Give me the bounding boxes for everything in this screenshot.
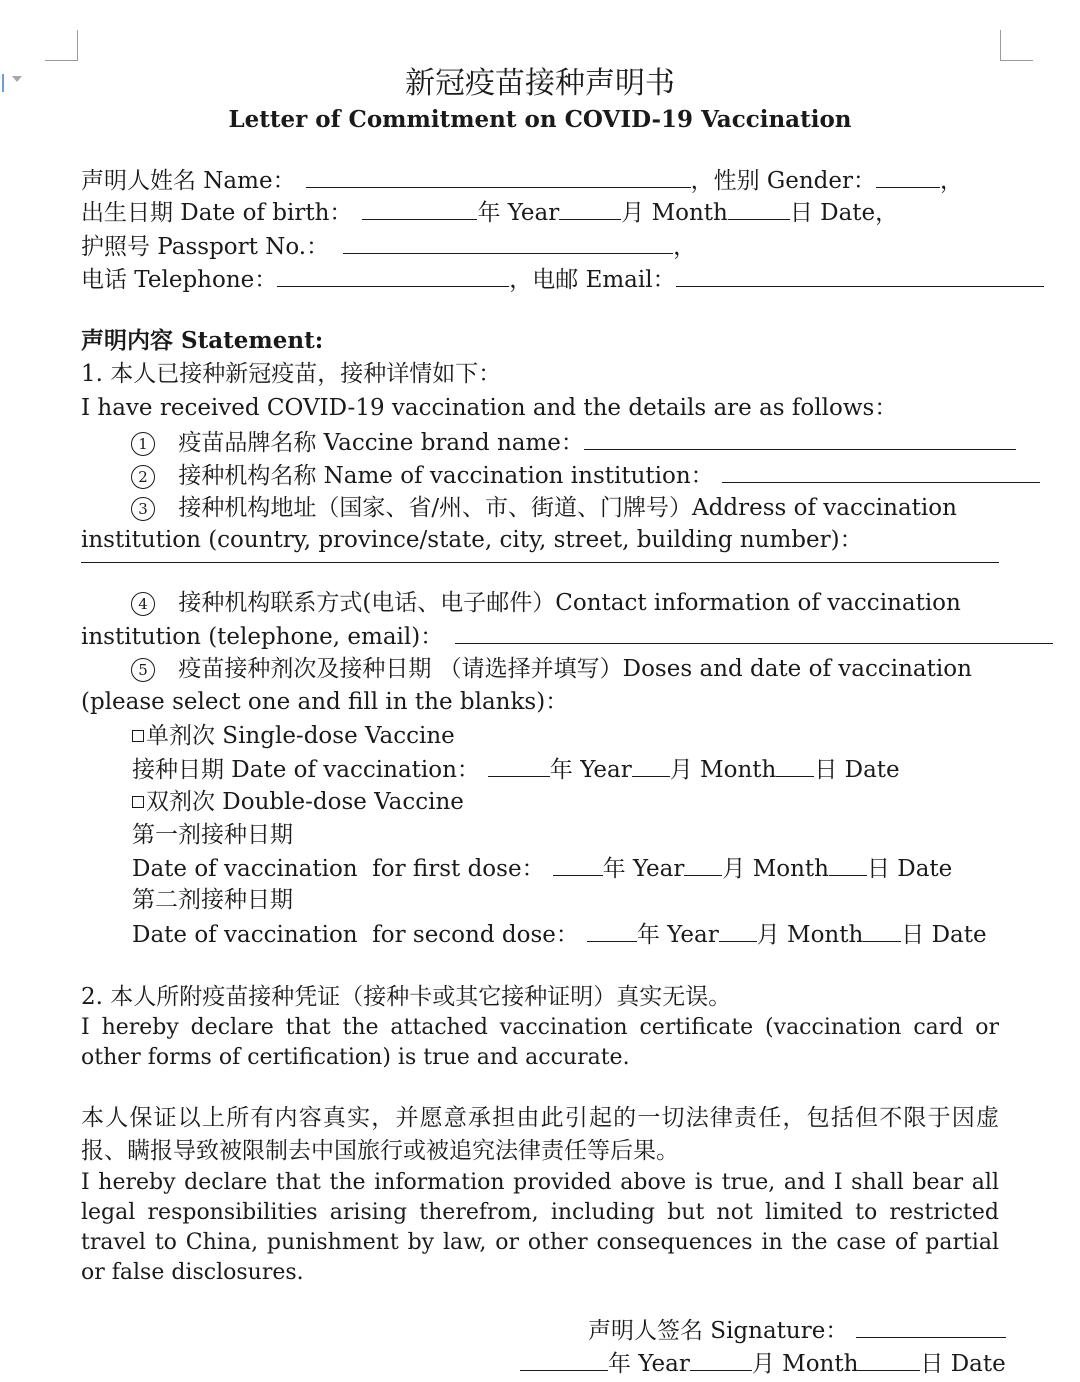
name-field[interactable] <box>306 166 691 188</box>
signature-label: 声明人签名 Signature： <box>588 1318 849 1344</box>
signature-day-field[interactable] <box>858 1349 920 1371</box>
passport-row <box>81 232 696 261</box>
month-label: 月 Month <box>621 200 728 226</box>
name-row <box>81 166 963 195</box>
dob-row <box>81 198 898 227</box>
single-date-label: 接种日期 Date of vaccination： <box>132 757 480 783</box>
doses-label: 疫苗接种剂次及接种日期 （请选择并填写）Doses and date of vaccination <box>178 656 972 682</box>
double-dose-label: 双剂次 Double-dose Vaccine <box>146 789 464 815</box>
item1-chinese: 1. 本人已接种新冠疫苗，接种详情如下： <box>81 361 502 387</box>
brand-label: 疫苗品牌名称 Vaccine brand name： <box>178 430 584 456</box>
year-label: 年 Year <box>549 757 632 783</box>
title-english: Letter of Commitment on COVID-19 Vaccination <box>228 106 852 133</box>
contact-info-label-line2: institution (telephone, email)： <box>81 624 444 650</box>
single-date-row <box>132 755 900 784</box>
item1-english: I have received COVID-19 vaccination and the details are as follows： <box>81 395 898 421</box>
phone-field[interactable] <box>277 265 509 287</box>
single-day-field[interactable] <box>776 755 814 777</box>
day-label: 日 Date <box>866 856 953 882</box>
statement-heading: 声明内容 Statement: <box>81 327 324 354</box>
year-label: 年 Year <box>477 200 560 226</box>
item2-english: I hereby declare that the attached vaccination certificate (vaccination card or other forms of certification) is true and accurate. <box>81 1015 999 1070</box>
first-year-field[interactable] <box>553 854 603 876</box>
single-dose-checkbox[interactable] <box>132 730 144 742</box>
single-dose-option[interactable] <box>132 722 455 750</box>
circled-number-3: 3 <box>131 497 155 521</box>
day-label: 日 Date <box>814 757 900 783</box>
signature-date-row <box>520 1349 1006 1378</box>
institution-name-field[interactable] <box>722 461 1040 483</box>
first-dose-label: Date of vaccination for first dose： <box>132 856 545 882</box>
second-month-field[interactable] <box>719 920 757 942</box>
day-label: 日 Date <box>920 1351 1006 1377</box>
punct: ， <box>875 200 899 226</box>
name-label: 声明人姓名 Name： <box>81 168 296 194</box>
first-dose-row <box>132 854 952 883</box>
crop-mark-top-left <box>45 30 78 61</box>
second-day-field[interactable] <box>863 920 901 942</box>
signature-row <box>588 1316 1006 1345</box>
signature-field[interactable] <box>856 1316 1006 1338</box>
day-label: 日 Date <box>901 922 987 948</box>
dob-year-field[interactable] <box>362 198 477 220</box>
guarantee-chinese: 本人保证以上所有内容真实，并愿意承担由此引起的一切法律责任，包括但不限于因虚报、瞒报导致被限制去中国旅行或被追究法律责任等后果。 <box>81 1105 999 1164</box>
crop-mark-top-right <box>1000 30 1033 61</box>
second-year-field[interactable] <box>587 920 637 942</box>
second-dose-label-cn: 第二剂接种日期 <box>132 887 293 913</box>
circled-number-1: 1 <box>131 432 155 456</box>
double-dose-checkbox[interactable] <box>132 796 144 808</box>
circled-number-2: 2 <box>131 465 155 489</box>
second-dose-label: Date of vaccination for second dose： <box>132 922 579 948</box>
month-label: 月 Month <box>751 1351 859 1377</box>
second-dose-row <box>132 920 987 949</box>
doses-label-line2: (please select one and fill in the blanks)： <box>81 689 569 715</box>
passport-field[interactable] <box>343 232 673 254</box>
address-row <box>131 494 957 522</box>
gender-label: ，性别 Gender： <box>690 168 877 194</box>
month-label: 月 Month <box>722 856 829 882</box>
month-label: 月 Month <box>669 757 777 783</box>
guarantee-english: I hereby declare that the information provided above is true, and I shall bear all legal responsibilities arising therefrom, including but not limited to restricted travel to China, punishment by law, or other consequences in the case of partial or false disclosures. <box>81 1170 999 1285</box>
single-month-field[interactable] <box>632 755 670 777</box>
doses-row <box>131 655 972 683</box>
year-label: 年 Year <box>608 1351 690 1377</box>
dob-day-field[interactable] <box>728 198 790 220</box>
punct: ， <box>940 168 964 194</box>
phone-label: 电话 Telephone： <box>81 267 278 293</box>
brand-field[interactable] <box>584 428 1016 450</box>
address-label: 接种机构地址（国家、省/州、市、街道、门牌号）Address of vaccination <box>178 495 957 521</box>
gender-field[interactable] <box>876 166 940 188</box>
single-dose-label: 单剂次 Single-dose Vaccine <box>146 723 455 749</box>
contact-info-row-2 <box>81 622 1053 651</box>
contact-info-row <box>131 589 961 617</box>
year-label: 年 Year <box>602 856 685 882</box>
contact-info-label: 接种机构联系方式(电话、电子邮件）Contact information of vaccination <box>178 590 961 616</box>
first-dose-label-cn: 第一剂接种日期 <box>132 822 293 848</box>
passport-label: 护照号 Passport No.： <box>81 234 330 260</box>
email-label: ，电邮 Email： <box>509 267 676 293</box>
institution-name-label: 接种机构名称 Name of vaccination institution： <box>178 463 714 489</box>
single-year-field[interactable] <box>488 755 550 777</box>
dob-label: 出生日期 Date of birth： <box>81 200 353 226</box>
email-field[interactable] <box>676 265 1044 287</box>
title-chinese: 新冠疫苗接种声明书 <box>405 66 675 101</box>
dob-month-field[interactable] <box>559 198 621 220</box>
circled-number-4: 4 <box>131 592 155 616</box>
punct: ， <box>673 234 697 260</box>
circled-number-5: 5 <box>131 658 155 682</box>
signature-year-field[interactable] <box>520 1349 608 1371</box>
year-label: 年 Year <box>636 922 719 948</box>
double-dose-option[interactable] <box>132 788 464 816</box>
signature-month-field[interactable] <box>690 1349 752 1371</box>
month-label: 月 Month <box>756 922 864 948</box>
day-label: 日 Date <box>789 200 876 226</box>
first-month-field[interactable] <box>684 854 722 876</box>
item2-chinese: 2. 本人所附疫苗接种凭证（接种卡或其它接种证明）真实无误。 <box>81 984 732 1010</box>
first-day-field[interactable] <box>829 854 867 876</box>
address-field[interactable] <box>81 562 999 563</box>
institution-name-row <box>131 461 1040 490</box>
address-label-line2: institution (country, province/state, city, street, building number)： <box>81 527 863 553</box>
brand-row <box>131 428 1016 457</box>
contact-row <box>81 265 1044 294</box>
contact-info-field[interactable] <box>455 622 1053 644</box>
